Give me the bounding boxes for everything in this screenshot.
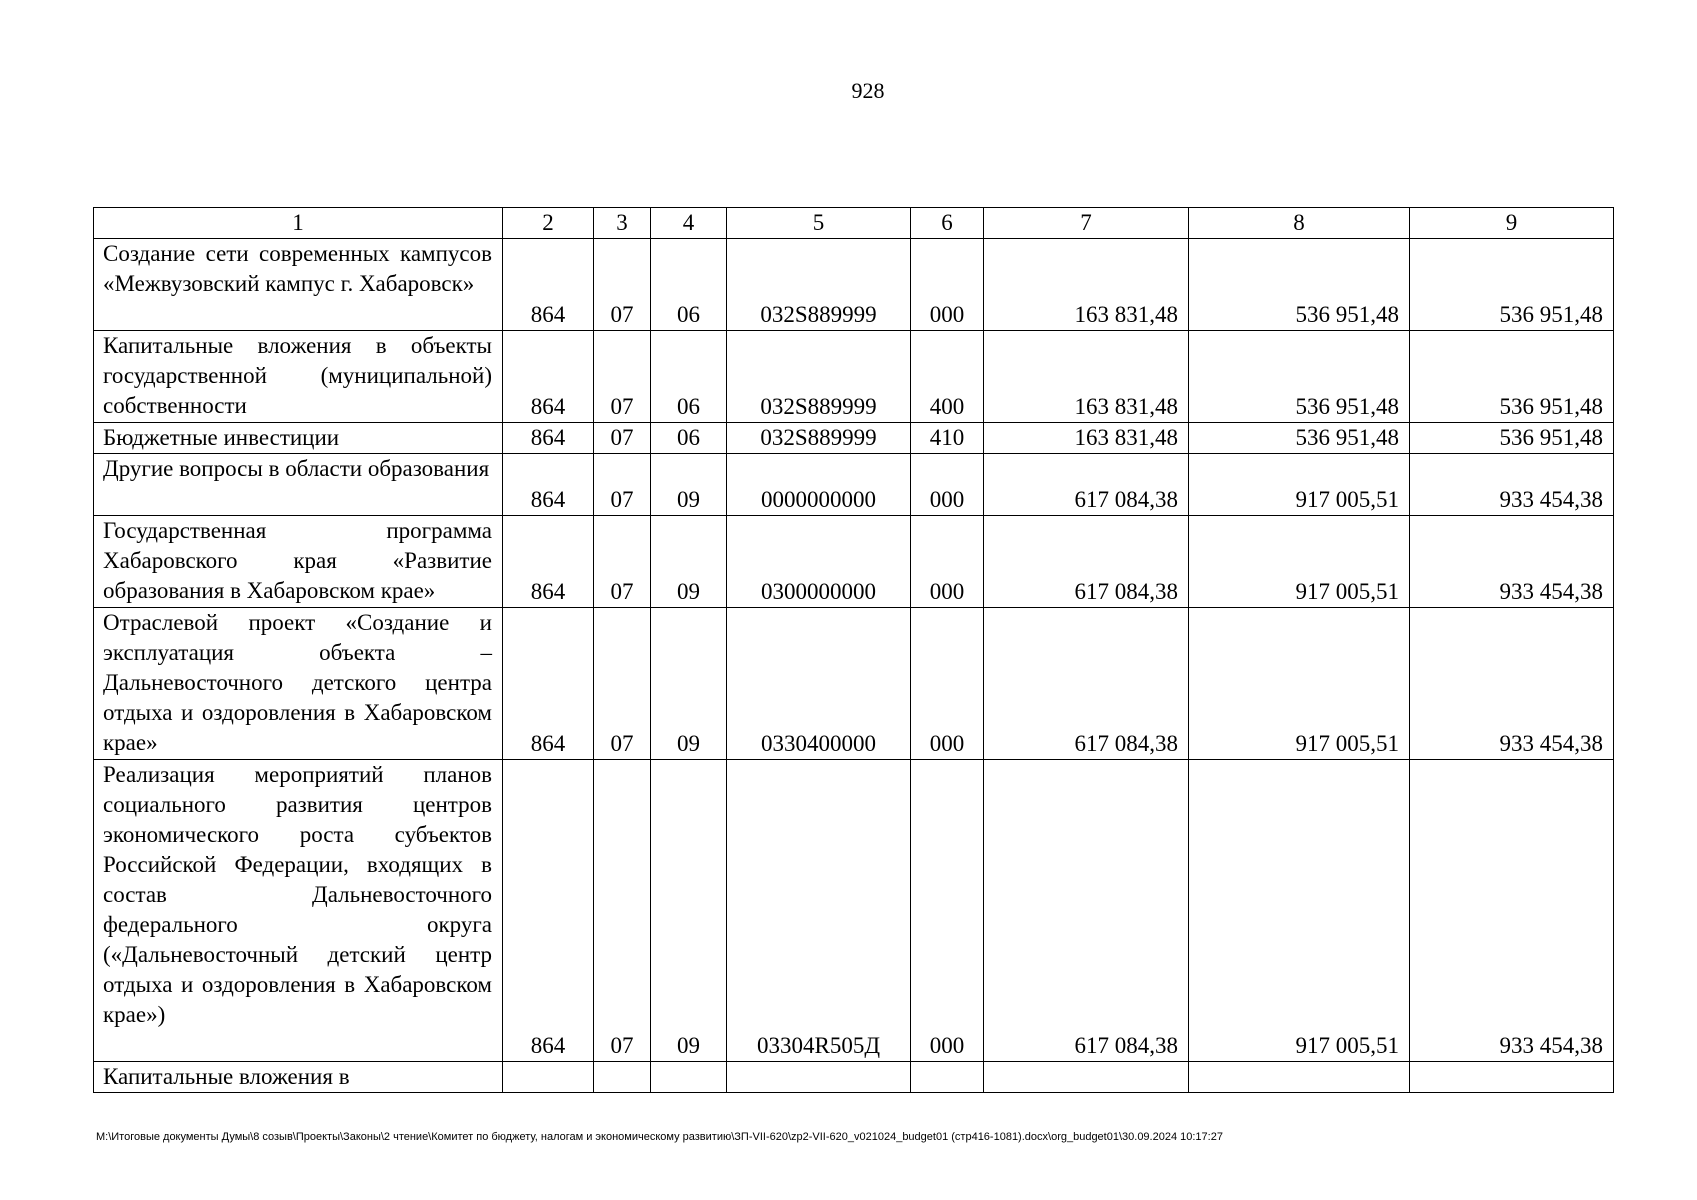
cell-col3: 07: [594, 239, 651, 331]
cell-col9: 933 454,38: [1410, 608, 1614, 760]
page-number: 928: [851, 78, 885, 103]
cell-col2: 864: [503, 331, 594, 423]
file-path-footer: М:\Итоговые документы Думы\8 созыв\Проекты\Законы\2 чтение\Комитет по бюджету, налогам и экономическому развитию\ЗП-VII-620\zp2-VII-620_v021024_budget01 (стр416-1081).docx\org_budget01\30.09.2024 10:17:27: [96, 1131, 1223, 1143]
column-header: 5: [727, 208, 911, 239]
cell-col8: 917 005,51: [1189, 516, 1410, 608]
cell-col3: 07: [594, 760, 651, 1062]
cell-col6: 000: [911, 516, 984, 608]
cell-col2: 864: [503, 239, 594, 331]
cell-col2: 864: [503, 516, 594, 608]
table-row: [94, 608, 1614, 760]
table-row: [94, 760, 1614, 1062]
cell-col9: 933 454,38: [1410, 760, 1614, 1062]
cell-col4: 06: [651, 423, 727, 454]
cell-col8: 917 005,51: [1189, 608, 1410, 760]
cell-col4: 09: [651, 454, 727, 516]
cell-col4: 09: [651, 516, 727, 608]
column-header: 7: [984, 208, 1189, 239]
column-header: 4: [651, 208, 727, 239]
column-header: 8: [1189, 208, 1410, 239]
cell-col4: 06: [651, 239, 727, 331]
cell-col6: 000: [911, 608, 984, 760]
budget-table: [93, 207, 1614, 1093]
cell-col4: [651, 1062, 727, 1093]
column-header: 2: [503, 208, 594, 239]
table-row: [94, 331, 1614, 423]
cell-col5: 032S889999: [727, 423, 911, 454]
cell-col3: [594, 1062, 651, 1093]
cell-col7: 617 084,38: [984, 454, 1189, 516]
row-name: Капитальные вложения в: [94, 1062, 503, 1093]
cell-col8: 917 005,51: [1189, 454, 1410, 516]
cell-col5: [727, 1062, 911, 1093]
cell-col2: [503, 1062, 594, 1093]
cell-col7: 617 084,38: [984, 760, 1189, 1062]
row-name: Создание сети современных кампусов «Межвузовский кампус г. Хабаровск»: [94, 239, 503, 331]
cell-col9: 933 454,38: [1410, 516, 1614, 608]
cell-col4: 06: [651, 331, 727, 423]
cell-col6: 400: [911, 331, 984, 423]
column-header: 9: [1410, 208, 1614, 239]
cell-col8: 536 951,48: [1189, 239, 1410, 331]
cell-col6: 000: [911, 454, 984, 516]
cell-col3: 07: [594, 454, 651, 516]
table-header-row: [94, 208, 1614, 239]
row-name: Другие вопросы в области образования: [94, 454, 503, 516]
row-name: Капитальные вложения в объекты государственной (муниципальной) собственности: [94, 331, 503, 423]
cell-col4: 09: [651, 760, 727, 1062]
cell-col8: 917 005,51: [1189, 760, 1410, 1062]
cell-col2: 864: [503, 760, 594, 1062]
cell-col9: 536 951,48: [1410, 423, 1614, 454]
cell-col3: 07: [594, 331, 651, 423]
cell-col8: 536 951,48: [1189, 331, 1410, 423]
row-name: Бюджетные инвестиции: [94, 423, 503, 454]
cell-col3: 07: [594, 516, 651, 608]
table-row: [94, 454, 1614, 516]
cell-col5: 032S889999: [727, 239, 911, 331]
table-row: [94, 516, 1614, 608]
cell-col9: [1410, 1062, 1614, 1093]
cell-col3: 07: [594, 423, 651, 454]
cell-col5: 032S889999: [727, 331, 911, 423]
cell-col3: 07: [594, 608, 651, 760]
cell-col5: 0000000000: [727, 454, 911, 516]
cell-col2: 864: [503, 454, 594, 516]
row-name: Государственная программа Хабаровского края «Развитие образования в Хабаровском крае»: [94, 516, 503, 608]
cell-col9: 933 454,38: [1410, 454, 1614, 516]
cell-col6: 000: [911, 239, 984, 331]
cell-col7: [984, 1062, 1189, 1093]
cell-col8: [1189, 1062, 1410, 1093]
cell-col6: 410: [911, 423, 984, 454]
cell-col7: 163 831,48: [984, 423, 1189, 454]
table-row: [94, 423, 1614, 454]
column-header: 3: [594, 208, 651, 239]
cell-col7: 617 084,38: [984, 608, 1189, 760]
cell-col7: 163 831,48: [984, 239, 1189, 331]
cell-col8: 536 951,48: [1189, 423, 1410, 454]
cell-col5: 0330400000: [727, 608, 911, 760]
row-name: Реализация мероприятий планов социального развития центров экономического роста субъектов Российской Федерации, входящих в состав Дальневосточного федерального округа («Дальневосточный детский центр отдыха и оздоровления в Хабаровском крае»): [94, 760, 503, 1062]
column-header: 1: [94, 208, 503, 239]
column-header: 6: [911, 208, 984, 239]
table-row: [94, 239, 1614, 331]
cell-col6: [911, 1062, 984, 1093]
cell-col2: 864: [503, 608, 594, 760]
table-row: [94, 1062, 1614, 1093]
cell-col7: 617 084,38: [984, 516, 1189, 608]
cell-col4: 09: [651, 608, 727, 760]
cell-col6: 000: [911, 760, 984, 1062]
cell-col9: 536 951,48: [1410, 239, 1614, 331]
cell-col9: 536 951,48: [1410, 331, 1614, 423]
row-name: Отраслевой проект «Создание и эксплуатация объекта – Дальневосточного детского центра отдыха и оздоровления в Хабаровском крае»: [94, 608, 503, 760]
cell-col5: 0300000000: [727, 516, 911, 608]
cell-col5: 03304R505Д: [727, 760, 911, 1062]
cell-col2: 864: [503, 423, 594, 454]
cell-col7: 163 831,48: [984, 331, 1189, 423]
